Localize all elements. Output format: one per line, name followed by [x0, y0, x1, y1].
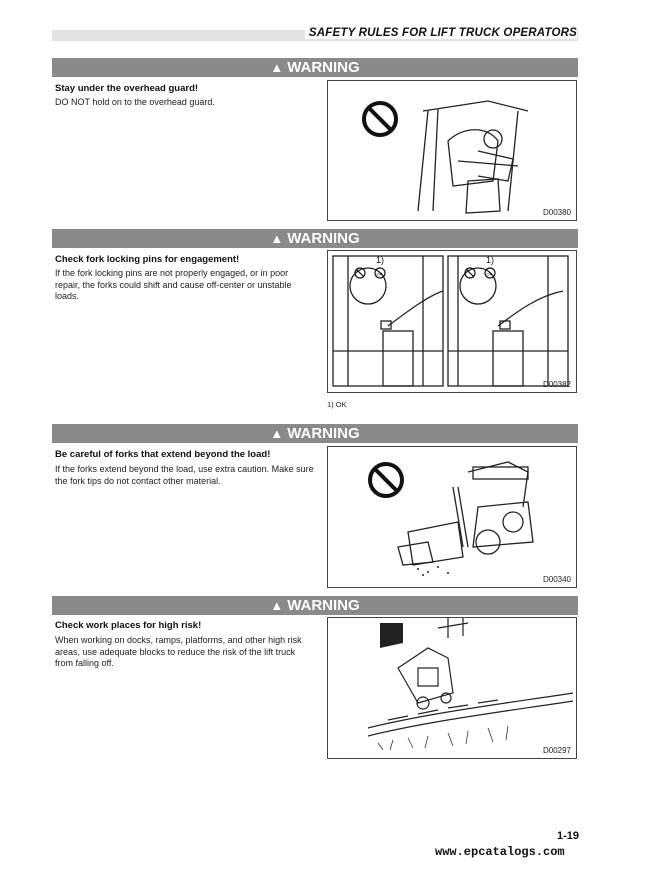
warning-label: WARNING [287, 425, 360, 442]
ok-badge-1: OK [376, 271, 383, 277]
figure-fork-extension [327, 446, 577, 588]
section-title: Check work places for high risk! [55, 620, 202, 631]
warning-triangle-icon: ▲ [270, 426, 284, 441]
figure-high-risk-areas [327, 617, 577, 759]
watermark: www.epcatalogs.com [435, 845, 565, 859]
figure-fork-locking-pins [327, 250, 577, 393]
page-number: 1-19 [556, 830, 579, 842]
warning-label: WARNING [287, 59, 360, 76]
warning-banner [52, 424, 578, 443]
warning-banner [52, 596, 578, 615]
section-body: When working on docks, ramps, platforms, and other high risk areas, use adequate blocks to reduce the risk of the lift truck from falling off. [55, 635, 302, 668]
warning-banner [52, 58, 578, 77]
warning-label: WARNING [287, 597, 360, 614]
figure-code: D00297 [542, 746, 571, 755]
fork-locking-pins-illustration [328, 251, 576, 392]
figure-overhead-guard [327, 80, 577, 221]
section-body: DO NOT hold on to the overhead guard. [55, 97, 215, 107]
figure-note: 1) OK [327, 400, 347, 409]
dock-edge-illustration [328, 618, 576, 758]
section-body: If the fork locking pins are not properly engaged, or in poor repair, the forks could shift and cause off-center or unstable loads. [55, 268, 292, 301]
forklift-extended-forks-illustration [328, 447, 576, 587]
warning-label: WARNING [287, 230, 360, 247]
warning-banner [52, 229, 578, 248]
figure-code: D00340 [542, 575, 571, 584]
section-body: If the forks extend beyond the load, use extra caution. Make sure the fork tips do not contact other material. [55, 464, 314, 486]
section-title: Stay under the overhead guard! [55, 83, 199, 94]
figure-code: D00380 [542, 208, 571, 217]
page-header-title: SAFETY RULES FOR LIFT TRUCK OPERATORS [305, 27, 577, 39]
prohibited-icon [370, 464, 402, 496]
prohibited-icon [364, 103, 396, 135]
warning-triangle-icon: ▲ [270, 60, 284, 75]
warning-triangle-icon: ▲ [270, 231, 284, 246]
figure-code: D00382 [542, 380, 571, 389]
overhead-guard-illustration [328, 81, 576, 220]
section-title: Be careful of forks that extend beyond the load! [55, 449, 271, 460]
callout-label-2: 1) [486, 255, 495, 265]
ok-badge-2: OK [486, 271, 493, 277]
warning-triangle-icon: ▲ [270, 598, 284, 613]
section-title: Check fork locking pins for engagement! [55, 254, 240, 265]
callout-label-1: 1) [376, 255, 385, 265]
